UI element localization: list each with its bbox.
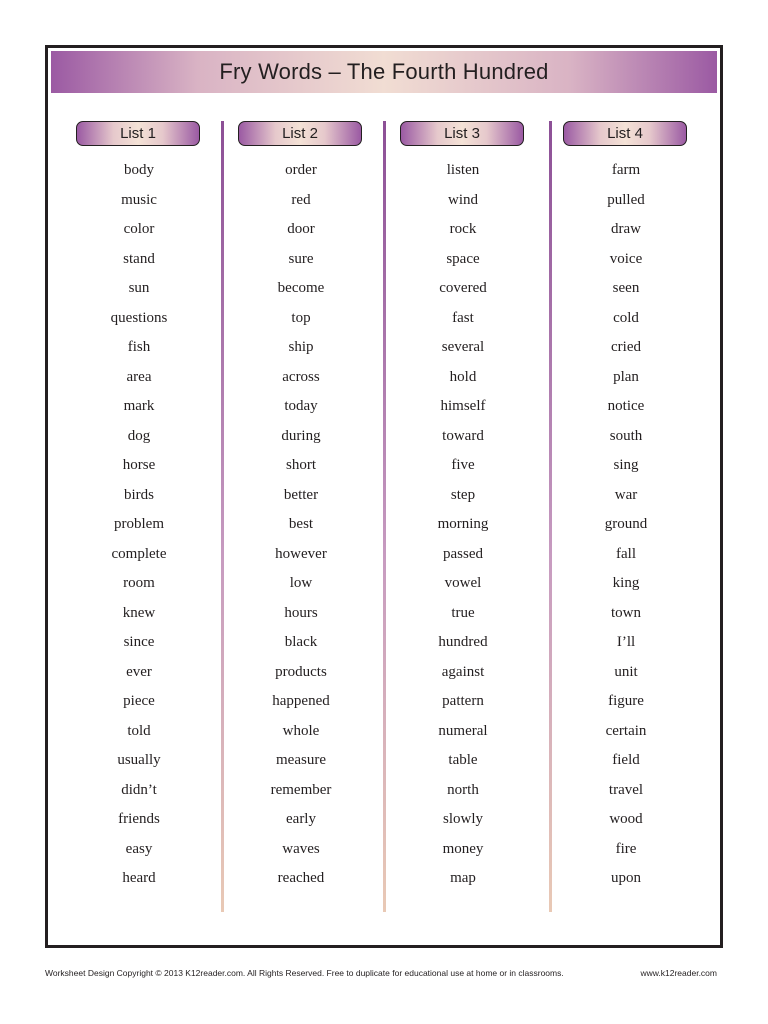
list-item: plan <box>613 368 639 385</box>
list-item: against <box>441 663 485 680</box>
list-item: early <box>286 811 316 827</box>
copyright-notice: Worksheet Design Copyright © 2013 K12reader.com. All Rights Reserved. Free to duplicate for educational use at home or in classrooms. <box>45 968 564 978</box>
list-item: seen <box>612 280 640 296</box>
list-item: remember <box>270 781 332 798</box>
list-header-label: List 1 <box>120 125 156 142</box>
list-item: wood <box>609 811 643 827</box>
list-item: slowly <box>442 811 483 827</box>
list-item: pulled <box>607 191 645 208</box>
list-item: rock <box>449 221 477 237</box>
list-header-badge <box>563 121 687 146</box>
list-item: toward <box>442 427 484 444</box>
list-item: dog <box>127 427 151 444</box>
list-item: sun <box>128 280 150 296</box>
list-item: become <box>277 280 325 296</box>
list-item: piece <box>123 693 155 709</box>
list-item: upon <box>611 870 641 886</box>
list-item: passed <box>443 545 483 562</box>
list-item: morning <box>437 516 489 532</box>
list-item: map <box>450 870 476 886</box>
list-item: sing <box>613 457 639 473</box>
list-item: better <box>283 486 319 503</box>
list-item: during <box>281 427 321 444</box>
list-item: war <box>614 486 638 503</box>
word-list <box>76 156 202 894</box>
word-column-list-1 <box>76 121 202 894</box>
list-item: north <box>447 781 479 798</box>
list-item: table <box>448 752 478 768</box>
list-item: short <box>286 457 316 473</box>
list-item: best <box>288 516 314 532</box>
word-column-list-2 <box>238 121 364 894</box>
list-item: king <box>612 575 640 591</box>
list-item: problem <box>114 516 164 532</box>
list-item: area <box>126 368 152 385</box>
word-list <box>400 156 526 894</box>
list-item: notice <box>607 398 645 414</box>
list-item: space <box>446 250 480 267</box>
list-item: music <box>121 191 157 208</box>
column-divider <box>549 121 552 912</box>
list-item: color <box>123 221 155 237</box>
list-item: black <box>284 634 318 650</box>
list-item: field <box>612 752 640 768</box>
word-column-list-4 <box>563 121 689 894</box>
list-item: himself <box>440 398 486 414</box>
list-item: reached <box>277 870 325 886</box>
list-item: mark <box>123 398 155 414</box>
list-item: order <box>285 162 317 178</box>
list-item: measure <box>276 752 326 768</box>
list-item: farm <box>611 162 641 178</box>
list-item: top <box>291 309 311 326</box>
list-item: hundred <box>438 634 488 650</box>
list-item: however <box>275 545 327 562</box>
column-divider <box>221 121 224 912</box>
list-header-label: List 4 <box>607 125 643 142</box>
list-item: town <box>611 604 641 621</box>
list-item: heard <box>122 870 156 886</box>
site-url: www.k12reader.com <box>640 968 717 978</box>
list-item: since <box>123 634 155 650</box>
list-item: knew <box>122 604 156 621</box>
list-item: figure <box>608 693 644 709</box>
list-item: fall <box>616 545 636 562</box>
list-item: told <box>127 722 151 739</box>
list-item: red <box>291 191 311 208</box>
list-item: hold <box>449 368 477 385</box>
list-item: voice <box>609 250 643 267</box>
list-item: stand <box>123 250 155 267</box>
list-item: step <box>450 486 476 503</box>
list-item: cried <box>611 339 641 355</box>
list-item: today <box>284 398 318 414</box>
list-item: waves <box>282 840 320 857</box>
list-item: fire <box>615 840 637 857</box>
list-header-label: List 3 <box>444 125 480 142</box>
worksheet-frame <box>45 45 723 948</box>
list-item: horse <box>122 457 156 473</box>
list-item: fast <box>452 309 474 326</box>
list-item: products <box>275 663 327 680</box>
list-header-label: List 2 <box>282 125 318 142</box>
list-header-badge <box>76 121 200 146</box>
page-title: Fry Words – The Fourth Hundred <box>219 59 549 84</box>
list-item: pattern <box>442 693 484 709</box>
list-header-badge <box>400 121 524 146</box>
list-item: certain <box>605 722 647 739</box>
list-item: travel <box>608 781 644 798</box>
list-item: vowel <box>444 575 482 591</box>
word-list <box>563 156 689 894</box>
word-list <box>238 156 364 894</box>
list-header-badge <box>238 121 362 146</box>
title-banner <box>51 51 717 93</box>
list-item: unit <box>614 663 638 680</box>
list-item: wind <box>448 191 478 208</box>
list-item: ship <box>288 339 314 355</box>
list-item: south <box>609 427 643 444</box>
list-item: didn’t <box>121 781 157 798</box>
list-item: listen <box>446 162 480 178</box>
list-item: body <box>124 162 154 178</box>
list-item: money <box>442 840 484 857</box>
list-item: happened <box>272 693 330 709</box>
list-item: I’ll <box>616 634 636 650</box>
list-item: easy <box>125 840 153 857</box>
list-item: complete <box>111 545 167 562</box>
list-item: numeral <box>438 722 488 739</box>
list-item: covered <box>439 280 487 296</box>
column-divider <box>383 121 386 912</box>
list-item: cold <box>613 309 639 326</box>
list-item: usually <box>117 752 161 768</box>
list-item: door <box>287 221 315 237</box>
word-column-list-3 <box>400 121 526 894</box>
list-item: ever <box>126 663 152 680</box>
list-item: whole <box>282 722 320 739</box>
list-item: draw <box>611 221 641 237</box>
list-item: true <box>451 604 475 621</box>
list-item: several <box>441 339 485 355</box>
list-item: room <box>123 575 155 591</box>
list-item: friends <box>118 811 160 827</box>
list-item: fish <box>127 339 151 355</box>
list-item: sure <box>288 250 314 267</box>
list-item: questions <box>110 309 168 326</box>
list-item: birds <box>124 486 154 503</box>
list-item: five <box>451 457 475 473</box>
list-item: ground <box>604 516 648 532</box>
list-item: hours <box>284 604 318 621</box>
list-item: low <box>289 575 313 591</box>
list-item: across <box>282 368 320 385</box>
